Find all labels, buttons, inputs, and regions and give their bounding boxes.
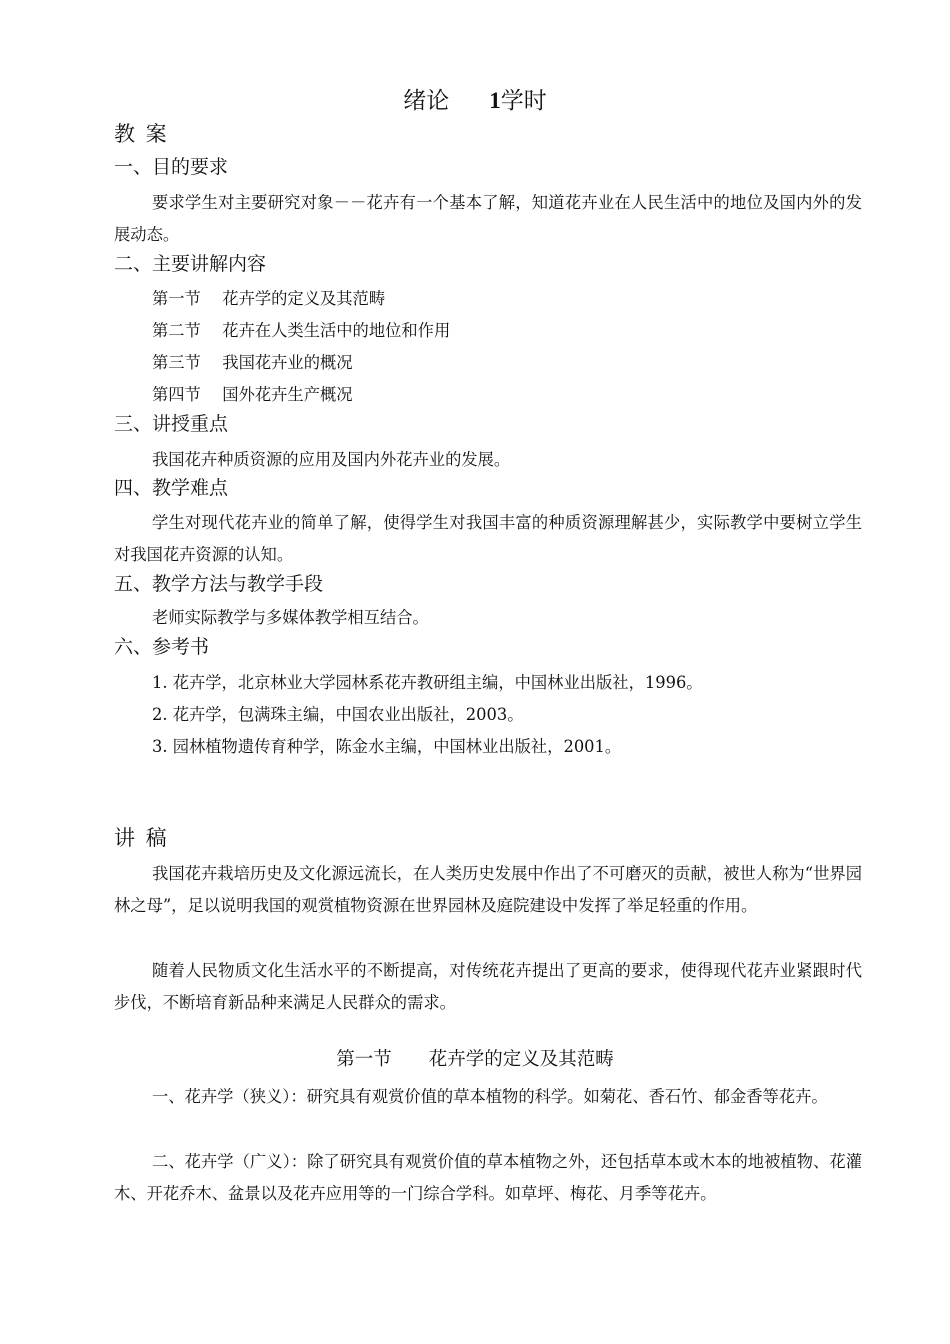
reference-item: 3. 园林植物遗传育种学，陈金水主编，中国林业出版社，2001。	[152, 737, 622, 756]
jianggao-label: 讲 稿	[114, 826, 169, 850]
content-item: 第四节 国外花卉生产概况	[152, 385, 353, 404]
jiaoan-label: 教 案	[114, 122, 169, 146]
content-item: 第二节 花卉在人类生活中的地位和作用	[152, 321, 451, 340]
title-hours: 1	[489, 88, 501, 113]
title-main: 绪论	[403, 88, 450, 114]
page-title	[0, 86, 950, 116]
lecture-paragraph: 我国花卉栽培历史及文化源远流长，在人类历史发展中作出了不可磨灭的贡献，被世人称为“世界园林之母”，足以说明我国的观赏植物资源在世界园林及庭院建设中发挥了举足轻重的作用。	[114, 864, 862, 915]
section-paragraph: 二、花卉学（广义）：除了研究具有观赏价值的草本植物之外，还包括草本或木本的地被植物、花灌木、开花乔木、盆景以及花卉应用等的一门综合学科。如草坪、梅花、月季等花卉。	[114, 1152, 862, 1203]
reference-item: 1. 花卉学，北京林业大学园林系花卉教研组主编，中国林业出版社，1996。	[152, 673, 703, 692]
key-points-heading: 三、讲授重点	[114, 413, 229, 435]
difficulties-heading: 四、教学难点	[114, 477, 229, 499]
section-paragraph: 一、花卉学（狭义）：研究具有观赏价值的草本植物的科学。如菊花、香石竹、郁金香等花卉。	[152, 1087, 828, 1106]
content-item: 第一节 花卉学的定义及其范畴	[152, 289, 386, 308]
methods-text: 老师实际教学与多媒体教学相互结合。	[152, 608, 429, 627]
references-heading: 六、参考书	[114, 636, 210, 658]
reference-item: 2. 花卉学，包满珠主编，中国农业出版社，2003。	[152, 705, 524, 724]
goal-heading: 一、目的要求	[114, 156, 229, 178]
key-points-text: 我国花卉种质资源的应用及国内外花卉业的发展。	[152, 450, 511, 469]
content-item: 第三节 我国花卉业的概况	[152, 353, 353, 372]
difficulties-text: 学生对现代花卉业的简单了解，使得学生对我国丰富的种质资源理解甚少，实际教学中要树立学生对我国花卉资源的认知。	[114, 513, 862, 564]
content-heading: 二、主要讲解内容	[114, 253, 267, 275]
title-unit: 学时	[500, 88, 547, 114]
section-title: 第一节 花卉学的定义及其范畴	[336, 1049, 614, 1070]
methods-heading: 五、教学方法与教学手段	[114, 573, 324, 595]
goal-text: 要求学生对主要研究对象－－花卉有一个基本了解，知道花卉业在人民生活中的地位及国内外的发展动态。	[114, 193, 862, 244]
lecture-paragraph: 随着人民物质文化生活水平的不断提高，对传统花卉提出了更高的要求，使得现代花卉业紧跟时代步伐，不断培育新品种来满足人民群众的需求。	[114, 961, 862, 1012]
